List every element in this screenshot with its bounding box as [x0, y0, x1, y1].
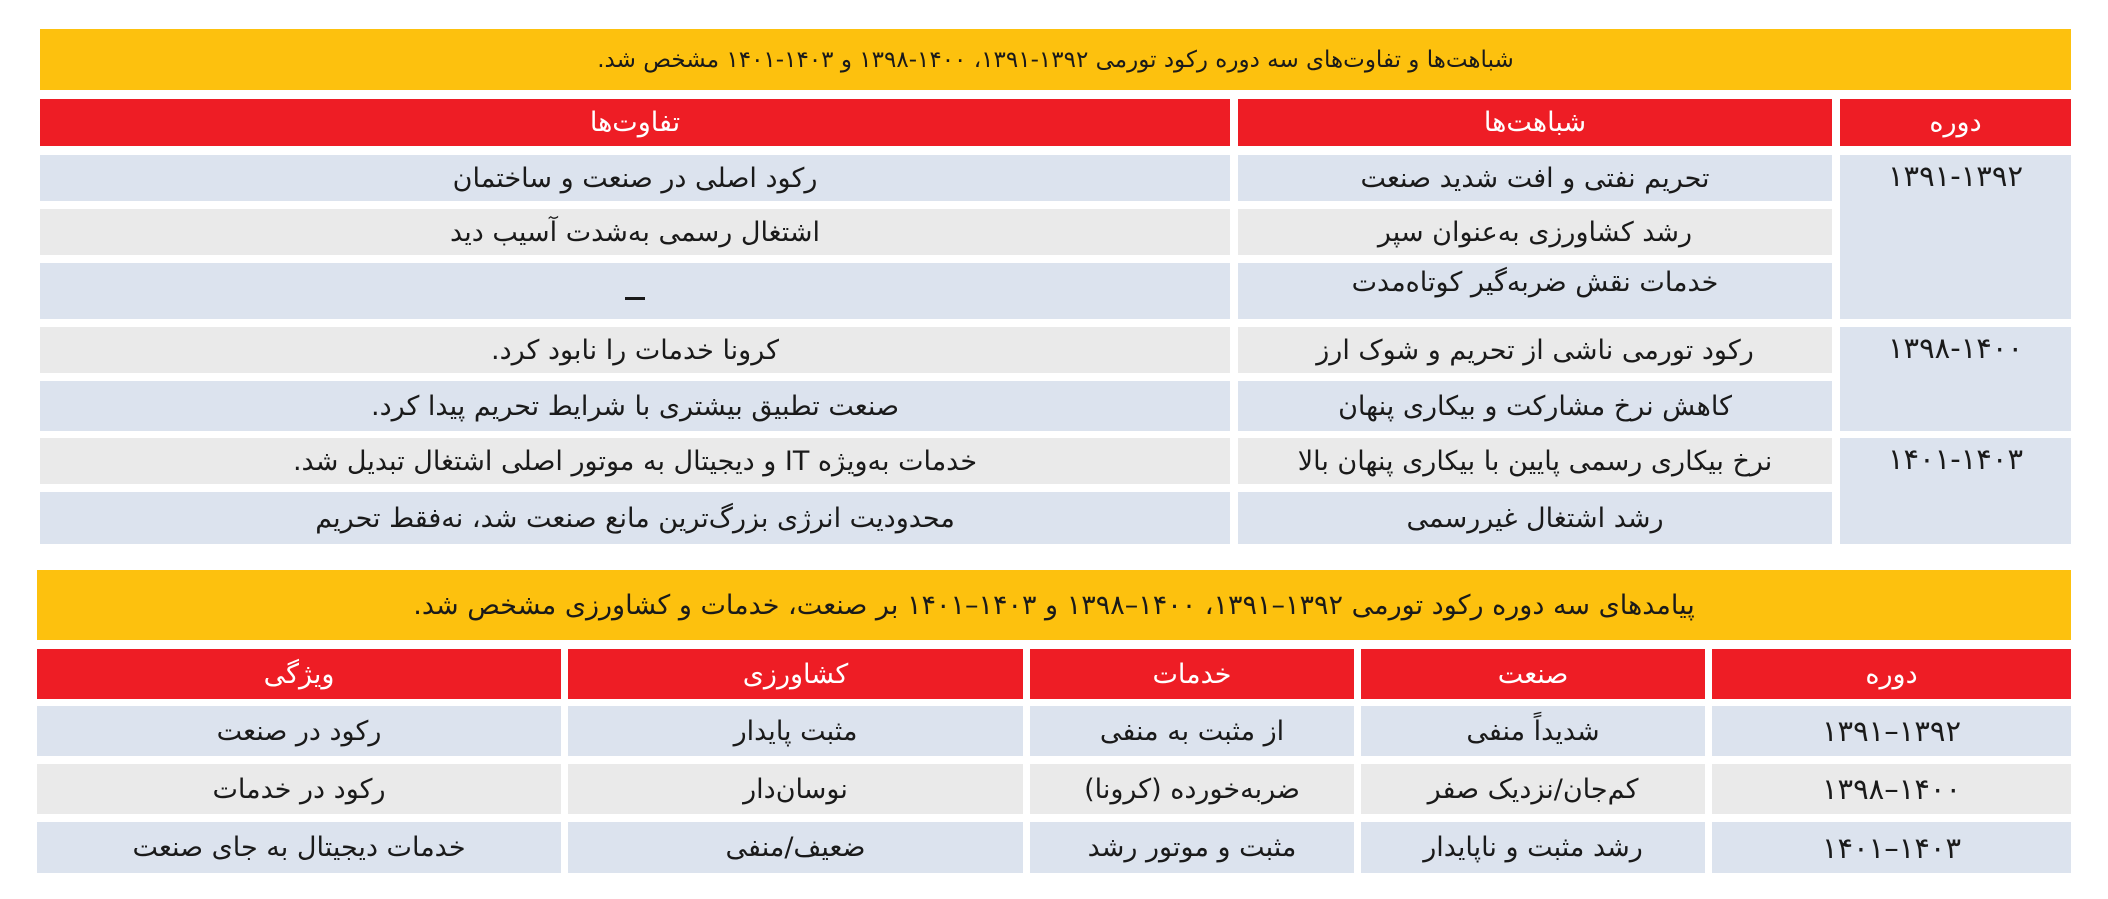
table2-period-cell: ۱۴۰۱–۱۴۰۳: [1712, 822, 2071, 873]
table2-title: پیامدهای سه دوره رکود تورمی ۱۳۹۲–۱۳۹۱، ۱۴۰۰–۱۳۹۸ و ۱۴۰۳–۱۴۰۱ بر صنعت، خدمات و کشاورزی مشخص شد.: [413, 589, 1695, 621]
table2-agriculture-cell: نوسان‌دار: [568, 764, 1023, 814]
table2-feature-cell: رکود در صنعت: [37, 706, 561, 756]
table2-header-services: خدمات: [1030, 649, 1354, 699]
table1-difference-cell: کرونا خدمات را نابود کرد.: [40, 327, 1230, 373]
table2-header-agriculture: کشاورزی: [568, 649, 1023, 699]
table1-period-cell: ۱۳۹۸-۱۴۰۰: [1840, 327, 2071, 431]
table1-difference-cell: رکود اصلی در صنعت و ساختمان: [40, 155, 1230, 201]
table2-industry-cell: رشد مثبت و ناپایدار: [1361, 822, 1705, 873]
table1-similarity-cell: کاهش نرخ مشارکت و بیکاری پنهان: [1238, 381, 1832, 431]
table1-header-similarities: شباهت‌ها: [1238, 99, 1832, 146]
table2-agriculture-cell: مثبت پایدار: [568, 706, 1023, 756]
table1-similarity-cell: تحریم نفتی و افت شدید صنعت: [1238, 155, 1832, 201]
table1-title: شباهت‌ها و تفاوت‌های سه دوره رکود تورمی ۱۳۹۲-۱۳۹۱، ۱۴۰۰-۱۳۹۸ و ۱۴۰۳-۱۴۰۱ مشخص شد.: [597, 46, 1514, 73]
table2-header-period: دوره: [1712, 649, 2071, 699]
table2-feature-cell: خدمات دیجیتال به جای صنعت: [37, 822, 561, 873]
table2-header-feature: ویژگی: [37, 649, 561, 699]
table2-industry-cell: شدیداً منفی: [1361, 706, 1705, 756]
table2-services-cell: ضربه‌خورده (کرونا): [1030, 764, 1354, 814]
table1-similarity-cell: رشد اشتغال غیررسمی: [1238, 492, 1832, 544]
table2-period-cell: ۱۳۹۸–۱۴۰۰: [1712, 764, 2071, 814]
table1-similarity-cell: خدمات نقش ضربه‌گیر کوتاه‌مدت: [1238, 263, 1832, 319]
table1-difference-cell: صنعت تطبیق بیشتری با شرایط تحریم پیدا کرد.: [40, 381, 1230, 431]
table2-industry-cell: کم‌جان/نزدیک صفر: [1361, 764, 1705, 814]
table2-header-industry: صنعت: [1361, 649, 1705, 699]
table1-difference-cell: خدمات به‌ویژه IT و دیجیتال به موتور اصلی اشتغال تبدیل شد.: [40, 438, 1230, 484]
table2-title-banner: [37, 570, 2071, 640]
table1-period-cell: ۱۳۹۱-۱۳۹۲: [1840, 155, 2071, 319]
table2-services-cell: از مثبت به منفی: [1030, 706, 1354, 756]
table1-difference-cell: محدودیت انرژی بزرگ‌ترین مانع صنعت شد، نه‌فقط تحریم: [40, 492, 1230, 544]
table1-similarity-cell: رکود تورمی ناشی از تحریم و شوک ارز: [1238, 327, 1832, 373]
empty-dash-icon: [625, 297, 645, 300]
table2-feature-cell: رکود در خدمات: [37, 764, 561, 814]
table1-difference-cell: [40, 263, 1230, 319]
table2-period-cell: ۱۳۹۱–۱۳۹۲: [1712, 706, 2071, 756]
table1-header-differences: تفاوت‌ها: [40, 99, 1230, 146]
table1-header-period: دوره: [1840, 99, 2071, 146]
table1-similarity-cell: نرخ بیکاری رسمی پایین با بیکاری پنهان بالا: [1238, 438, 1832, 484]
table2-services-cell: مثبت و موتور رشد: [1030, 822, 1354, 873]
table1-difference-cell: اشتغال رسمی به‌شدت آسیب دید: [40, 209, 1230, 255]
table1-title-banner: [40, 29, 2071, 90]
table1-period-cell: ۱۴۰۱-۱۴۰۳: [1840, 438, 2071, 544]
table1-similarity-cell: رشد کشاورزی به‌عنوان سپر: [1238, 209, 1832, 255]
table2-agriculture-cell: ضعیف/منفی: [568, 822, 1023, 873]
